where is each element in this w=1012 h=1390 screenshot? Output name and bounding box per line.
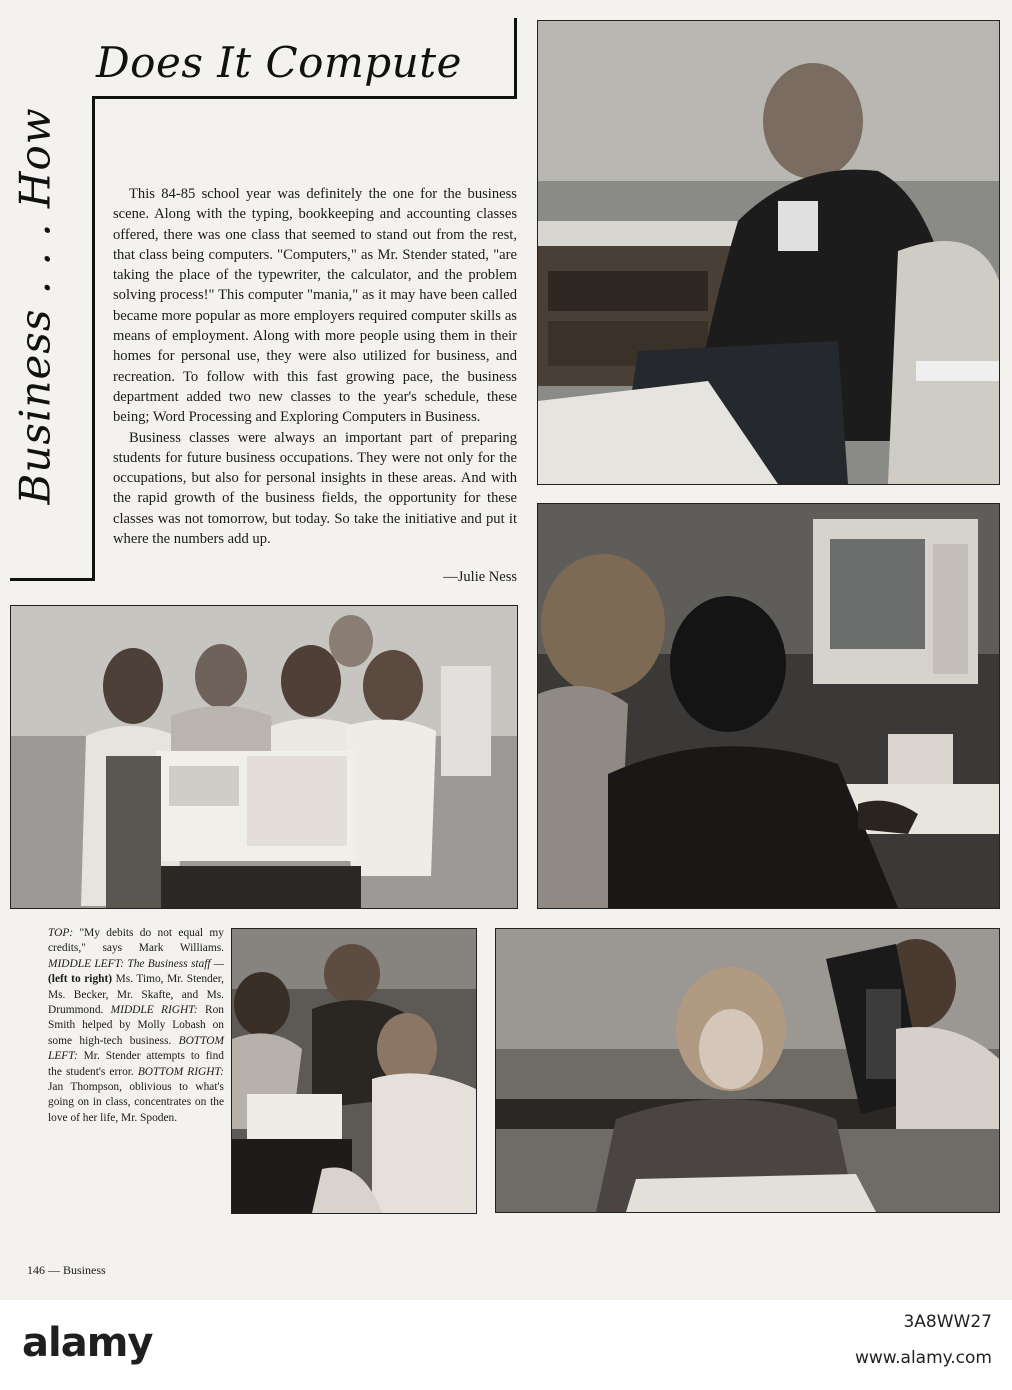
photo-middle-left-staff — [10, 605, 518, 909]
caption-bottom-left-label: BOTTOM LEFT: — [48, 1034, 224, 1063]
caption-middle-right-text: Ron Smith helped by Molly Lobash on some high-tech business. — [48, 1004, 224, 1047]
stock-brand-logo: alamy — [22, 1320, 153, 1366]
stock-image-id: 3A8WW27 — [903, 1312, 992, 1332]
photo-middle-right-illustration — [538, 504, 999, 908]
caption-bottom-left-text: Mr. Stender attempts to find the student's error. — [48, 1050, 224, 1078]
title-rule-top-right — [514, 18, 517, 98]
article-author: —Julie Ness — [443, 569, 517, 585]
photo-top-illustration — [538, 21, 999, 484]
title-rule-bottom — [92, 96, 517, 99]
photo-captions — [48, 926, 224, 1126]
title-rule-left-vertical — [92, 96, 95, 580]
article-paragraph: This 84-85 school year was definitely the one for the business scene. Along with the typing, bookkeeping and accounting classes offered, there was one class that seemed to stand out from the rest, that class being computers. "Computers," as Mr. Stender stated, "are taking the place of the typewriter, the calculator, and the problem solving process!" This computer "mania," as it may have been called became more popular as more employers required computer skills as means of employment. Along with more people using them in their homes for personal use, they were also utilized for business, and recreation. To follow with this fast growing pace, the business department added two new classes to the year's schedule, these being; Word Processing and Exploring Computers in Business. — [113, 186, 517, 426]
photo-top-student-desk — [537, 20, 1000, 485]
vertical-title: Business . . . How — [10, 107, 60, 505]
caption-middle-right-label: MIDDLE RIGHT: — [110, 1004, 198, 1017]
page-title: Does It Compute — [96, 38, 462, 87]
photo-bottom-right-illustration — [496, 929, 999, 1212]
article-paragraph: Business classes were always an important part of preparing students for future business occupations. They were not only for the occupations, but also for personal insights in these areas. And with the rapid growth of the business fields, the opportunity for these classes was not tomorrow, but today. So take the initiative and put it where the numbers add up. — [113, 429, 517, 548]
caption-top-text: "My debits do not equal my credits," says Mark Williams. — [48, 927, 224, 955]
photo-middle-right-computer — [537, 503, 1000, 909]
photo-bottom-left-illustration — [232, 929, 476, 1213]
page-folio: 146 — Business — [27, 1263, 106, 1277]
title-rule-base — [10, 578, 95, 581]
caption-middle-left-order: (left to right) — [48, 973, 113, 986]
caption-middle-left-text: Ms. Timo, Mr. Stender, Ms. Becker, Mr. Skafte, and Ms. Drummond. — [48, 973, 224, 1017]
photo-bottom-left-teacher — [231, 928, 477, 1214]
photo-middle-left-illustration — [11, 606, 517, 908]
photo-bottom-right-student — [495, 928, 1000, 1213]
caption-middle-left-label: MIDDLE LEFT: The Business staff — — [48, 957, 224, 970]
caption-top-label: TOP: — [48, 927, 74, 939]
stock-url: www.alamy.com — [854, 1348, 992, 1368]
caption-bottom-right-text: Jan Thompson, oblivious to what's going on in class, concentrates on the love of her life, Mr. Spoden. — [48, 1081, 224, 1124]
article-body — [113, 184, 517, 549]
caption-bottom-right-label: BOTTOM RIGHT: — [137, 1065, 224, 1078]
